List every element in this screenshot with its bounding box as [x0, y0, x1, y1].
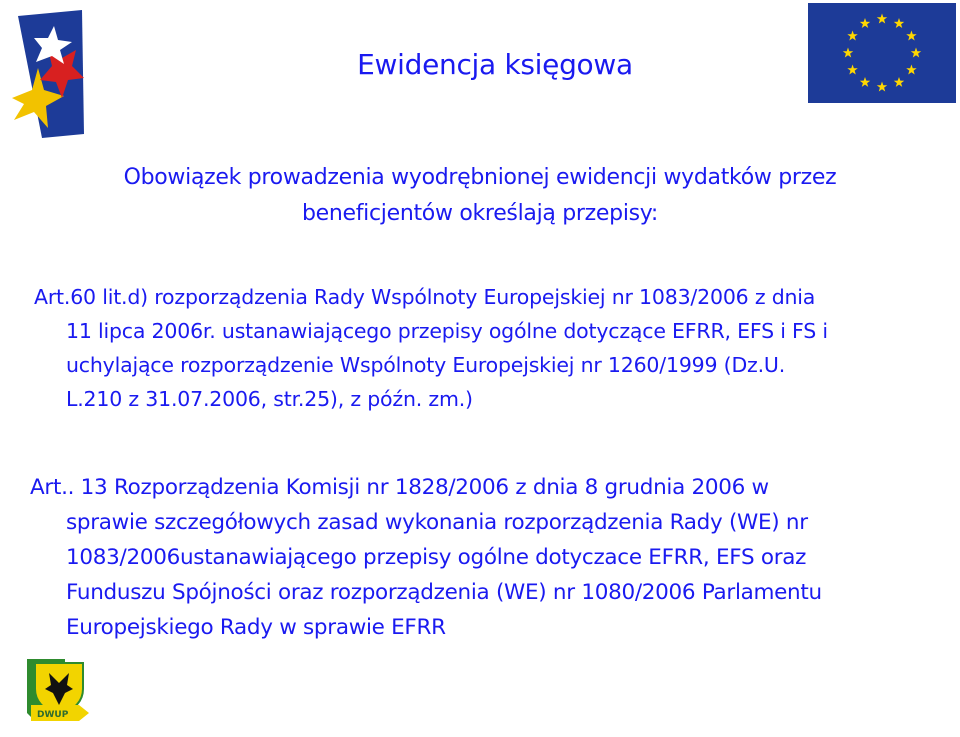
- paragraph-2-line-1: Art.. 13 Rozporządzenia Komisji nr 1828/2006 z dnia 8 grudnia 2006 w: [30, 475, 769, 500]
- paragraph-1-line-4: L.210 z 31.07.2006, str.25), z późn. zm.): [66, 387, 473, 411]
- subtitle: [60, 160, 900, 232]
- subtitle-line-2: beneficjentów określają przepisy:: [301, 201, 659, 226]
- paragraph-1-line-2: 11 lipca 2006r. ustanawiającego przepisy ogólne dotyczące EFRR, EFS i FS i: [66, 319, 828, 343]
- paragraph-2-line-2: sprawie szczegółowych zasad wykonania rozporządzenia Rady (WE) nr: [66, 510, 808, 535]
- page-title: Ewidencja księgowa: [357, 48, 633, 81]
- paragraph-1-line-1: Art.60 lit.d) rozporządzenia Rady Wspólnoty Europejskiej nr 1083/2006 z dnia: [34, 285, 816, 309]
- regulation-paragraph-1: [34, 280, 956, 416]
- paragraph-2-line-3: 1083/2006ustanawiającego przepisy ogólne dotyczace EFRR, EFS oraz: [66, 545, 807, 570]
- paragraph-2-line-5: Europejskiego Rady w sprawie EFRR: [66, 615, 446, 640]
- regulation-paragraph-2: [30, 470, 956, 645]
- paragraph-2-line-4: Funduszu Spójności oraz rozporządzenia (WE) nr 1080/2006 Parlamentu: [66, 580, 822, 605]
- svg-text:DWUP: DWUP: [37, 710, 69, 720]
- dwup-logo: [25, 655, 91, 725]
- paragraph-1-line-3: uchylające rozporządzenie Wspólnoty Europejskiej nr 1260/1999 (Dz.U.: [66, 353, 786, 377]
- subtitle-line-1: Obowiązek prowadzenia wyodrębnionej ewidencji wydatków przez: [123, 165, 837, 190]
